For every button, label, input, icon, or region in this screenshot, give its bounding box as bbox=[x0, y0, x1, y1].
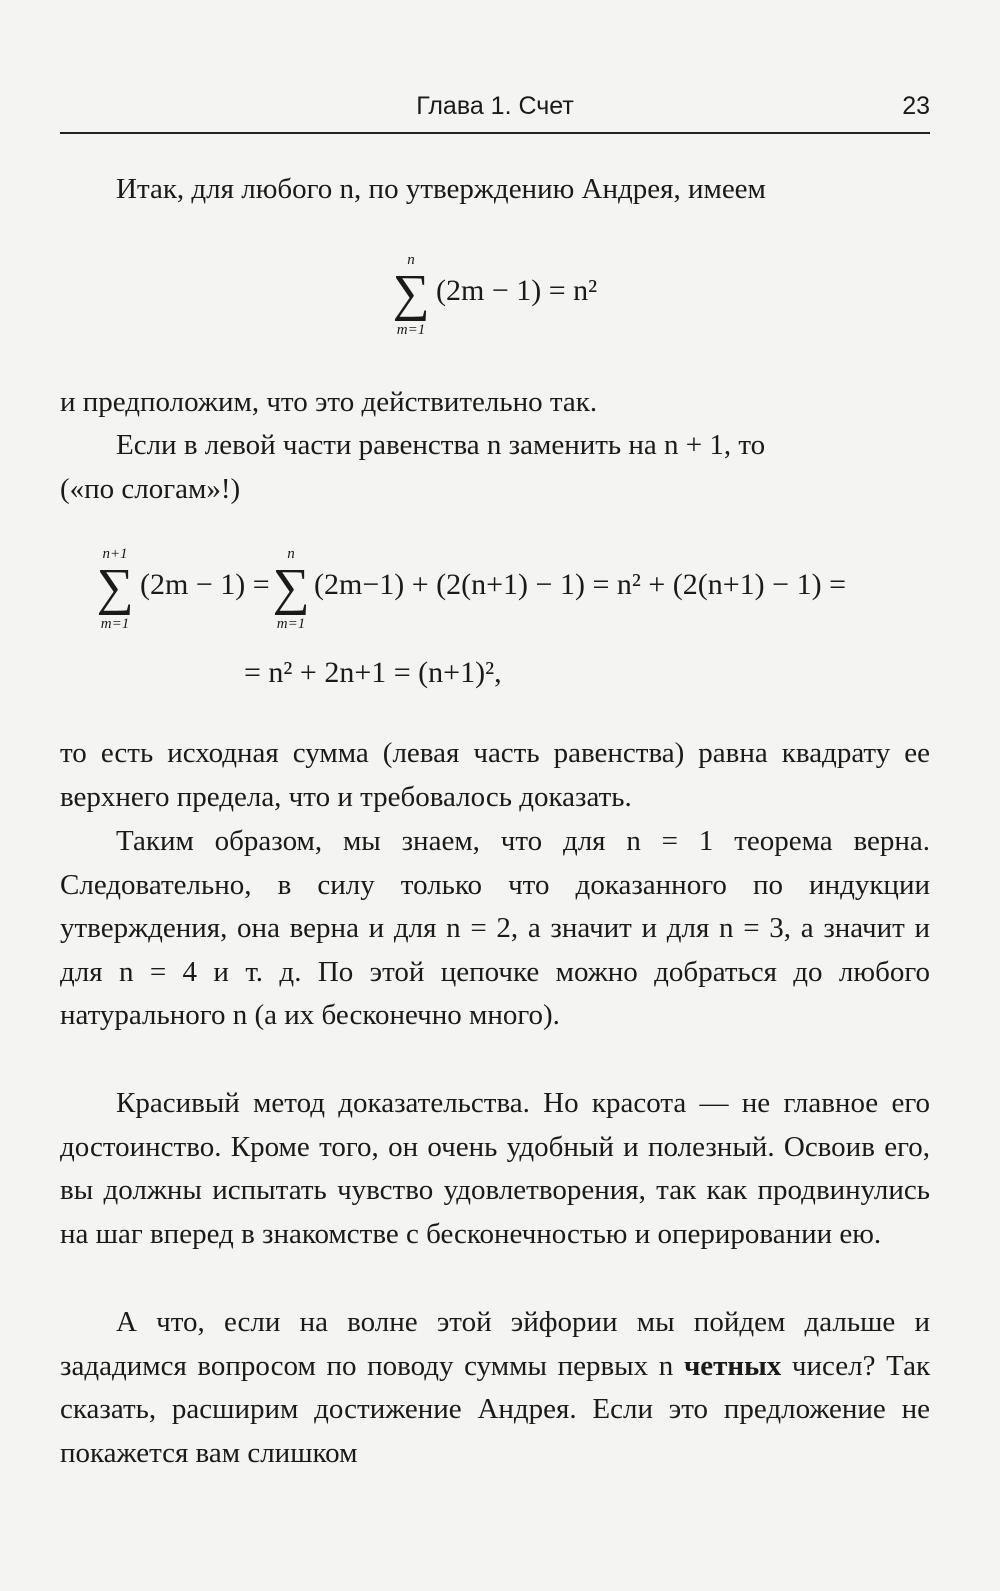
sum-symbol-2 bbox=[90, 546, 140, 632]
paragraph-assume: и предположим, что это действительно так. bbox=[60, 386, 598, 418]
paragraph-conclusion: то есть исходная сумма (левая часть равенства) равна квадрату ее верхнего предела, что и требовалось доказать. bbox=[60, 737, 930, 813]
chapter-title: Глава 1. Счет bbox=[416, 92, 574, 120]
formula-1-expression: (2m − 1) = n² bbox=[436, 274, 598, 307]
paragraph-even-bold: четных bbox=[683, 1349, 782, 1382]
formula-2-part1: (2m − 1) = bbox=[140, 568, 270, 601]
page-number: 23 bbox=[902, 92, 930, 120]
sigma-icon: ∑ bbox=[392, 265, 430, 322]
sum-upper-limit: n bbox=[407, 252, 415, 268]
sum-upper-limit: n bbox=[287, 546, 295, 562]
formula-2-line2: = n² + 2n+1 = (n+1)², bbox=[244, 656, 502, 689]
sum-symbol-3 bbox=[266, 546, 316, 632]
paragraph-even-numbers bbox=[60, 1301, 930, 1475]
paragraph-substitute-line2: («по слогам»!) bbox=[60, 473, 241, 505]
sum-lower-limit: m=1 bbox=[100, 616, 130, 632]
sigma-icon: ∑ bbox=[96, 559, 134, 616]
paragraph-induction: Таким образом, мы знаем, что для n = 1 теорема верна. Следовательно, в силу только что доказанного по индукции утверждения, она верна и для n = 2, а значит и для n = 3, а значит и для n = 4 и т. д. По этой цепочке можно добраться до любого натурального n (а их бесконечно много). bbox=[60, 825, 930, 1031]
sum-lower-limit: m=1 bbox=[276, 616, 306, 632]
paragraph-even-after: чисел? Так сказать, расширим достижение Андрея. Если это предложение не покажется вам слишком bbox=[60, 1349, 931, 1469]
sum-lower-limit: m=1 bbox=[396, 322, 426, 338]
sum-upper-limit: n+1 bbox=[102, 546, 128, 562]
sum-symbol-1 bbox=[386, 252, 436, 338]
paragraph-intro: Итак, для любого n, по утверждению Андрея, имеем bbox=[116, 173, 766, 205]
paragraph-method: Красивый метод доказательства. Но красота — не главное его достоинство. Кроме того, он очень удобный и полезный. Освоив его, вы должны испытать чувство удовлетворения, так как продвинулись на шаг вперед в знакомстве с бесконечностью и оперировании ею. bbox=[60, 1087, 930, 1250]
sigma-icon: ∑ bbox=[272, 559, 310, 616]
formula-2-part2: (2m−1) + (2(n+1) − 1) = n² + (2(n+1) − 1) = bbox=[314, 568, 847, 601]
paragraph-substitute-line1: Если в левой части равенства n заменить на n + 1, то bbox=[116, 429, 766, 461]
paragraph-even-before: А что, если на волне этой эйфории мы пойдем дальше и зададимся вопросом по поводу суммы первых n bbox=[60, 1306, 930, 1382]
running-header bbox=[60, 88, 930, 134]
